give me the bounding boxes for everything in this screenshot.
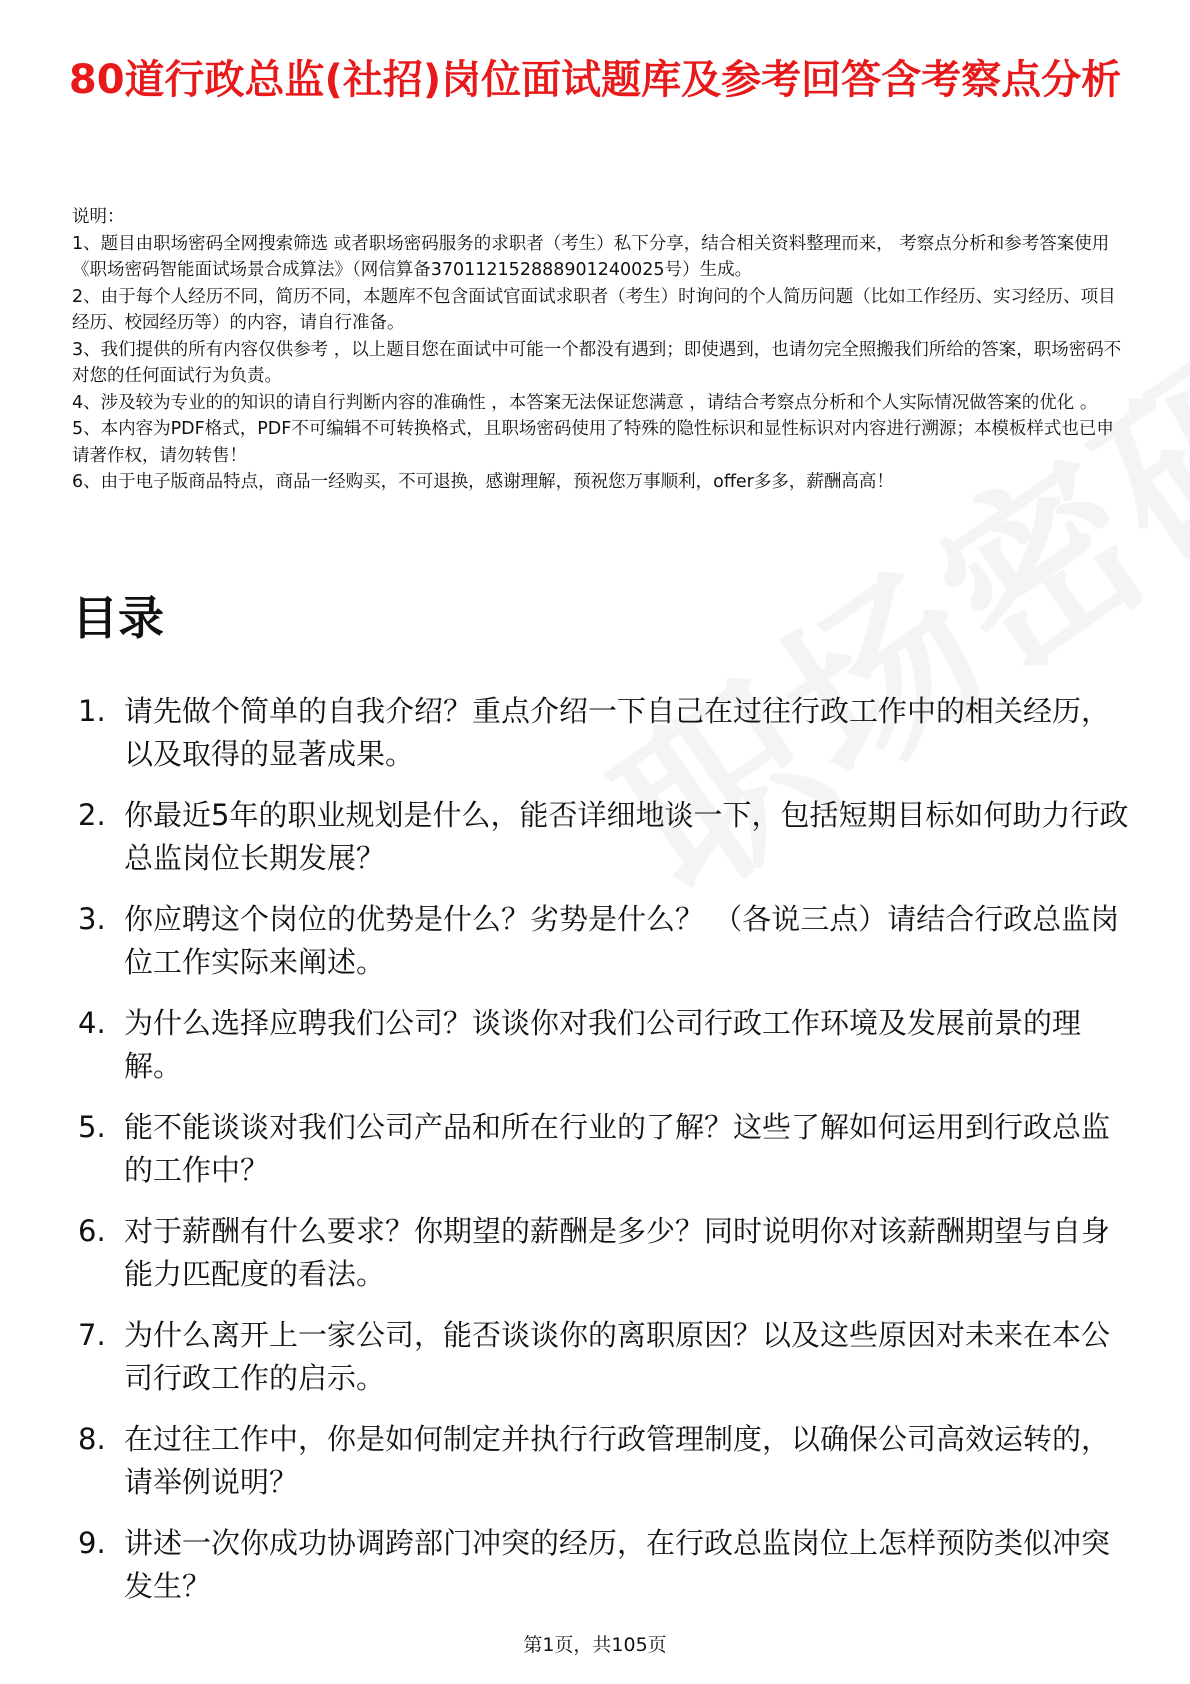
notes-heading: 说明： [72, 207, 125, 227]
document-title: 80道行政总监(社招)岗位面试题库及参考回答含考察点分析 [68, 57, 1122, 103]
page-number-footer: 第1页，共105页 [523, 1634, 667, 1656]
note-item: 3、我们提供的所有内容仅供参考 ，以上题目您在面试中可能一个都没有遇到；即使遇到，也请勿完全照搬我们所给的答案，职场密码不对您的任何面试行为负责。 [72, 339, 1122, 386]
note-item: 6、由于电子版商品特点，商品一经购买，不可退换，感谢理解，预祝您万事顺利，offer多多，薪酬高高！ [72, 472, 894, 492]
toc-item[interactable] [72, 1002, 1132, 1088]
toc-item-text: 你最近5年的职业规划是什么，能否详细地谈一下，包括短期目标如何助力行政总监岗位长期发展？ [124, 798, 1129, 875]
toc-item-text: 请先做个简单的自我介绍？重点介绍一下自己在过往行政工作中的相关经历，以及取得的显著成果。 [124, 694, 1111, 771]
toc-item-number: 5. [78, 1110, 106, 1144]
note-item: 2、由于每个人经历不同，简历不同，本题库不包含面试官面试求职者（考生）时询问的个人简历问题（比如工作经历、实习经历、项目经历、校园经历等）的内容，请自行准备。 [72, 286, 1116, 333]
toc-item[interactable] [72, 1522, 1132, 1608]
note-item: 5、本内容为PDF格式，PDF不可编辑不可转换格式，且职场密码使用了特殊的隐性标识和显性标识对内容进行溯源；本模板样式也已申请著作权，请勿转售！ [72, 419, 1114, 466]
note-item: 1、题目由职场密码全网搜索筛选 或者职场密码服务的求职者（考生）私下分享，结合相关资料整理而来， 考察点分析和参考答案使用《职场密码智能面试场景合成算法》（网信算备370112152888901240025号）生成。 [72, 233, 1110, 280]
toc-item[interactable] [72, 1418, 1132, 1504]
toc-list [72, 690, 1132, 1626]
toc-item[interactable] [72, 794, 1132, 880]
toc-item-number: 8. [78, 1422, 106, 1456]
toc-item-number: 9. [78, 1526, 106, 1560]
toc-item[interactable] [72, 1210, 1132, 1296]
toc-item-number: 7. [78, 1318, 106, 1352]
toc-item-number: 3. [78, 902, 106, 936]
toc-item-number: 4. [78, 1006, 106, 1040]
toc-item-number: 2. [78, 798, 106, 832]
toc-item-number: 6. [78, 1214, 106, 1248]
toc-item[interactable] [72, 898, 1132, 984]
toc-item-text: 为什么离开上一家公司，能否谈谈你的离职原因？以及这些原因对未来在本公司行政工作的启示。 [124, 1318, 1111, 1395]
toc-item-text: 讲述一次你成功协调跨部门冲突的经历，在行政总监岗位上怎样预防类似冲突发生？ [124, 1526, 1111, 1603]
note-item: 4、涉及较为专业的的知识的请自行判断内容的准确性 ，本答案无法保证您满意 ，请结合考察点分析和个人实际情况做答案的优化 。 [72, 392, 1098, 413]
toc-item-text: 能不能谈谈对我们公司产品和所在行业的了解？这些了解如何运用到行政总监的工作中？ [124, 1110, 1111, 1187]
toc-item[interactable] [72, 1314, 1132, 1400]
toc-item-number: 1. [78, 694, 106, 728]
toc-item[interactable] [72, 690, 1132, 776]
toc-item[interactable] [72, 1106, 1132, 1192]
toc-item-text: 对于薪酬有什么要求？你期望的薪酬是多少？同时说明你对该薪酬期望与自身能力匹配度的看法。 [124, 1214, 1111, 1291]
notes-section [72, 204, 1122, 496]
toc-item-text: 你应聘这个岗位的优势是什么？劣势是什么？ （各说三点）请结合行政总监岗位工作实际来阐述。 [124, 902, 1120, 979]
toc-item-text: 在过往工作中，你是如何制定并执行行政管理制度，以确保公司高效运转的，请举例说明？ [124, 1422, 1111, 1499]
toc-heading: 目录 [72, 591, 164, 645]
toc-item-text: 为什么选择应聘我们公司？谈谈你对我们公司行政工作环境及发展前景的理解。 [124, 1006, 1082, 1083]
